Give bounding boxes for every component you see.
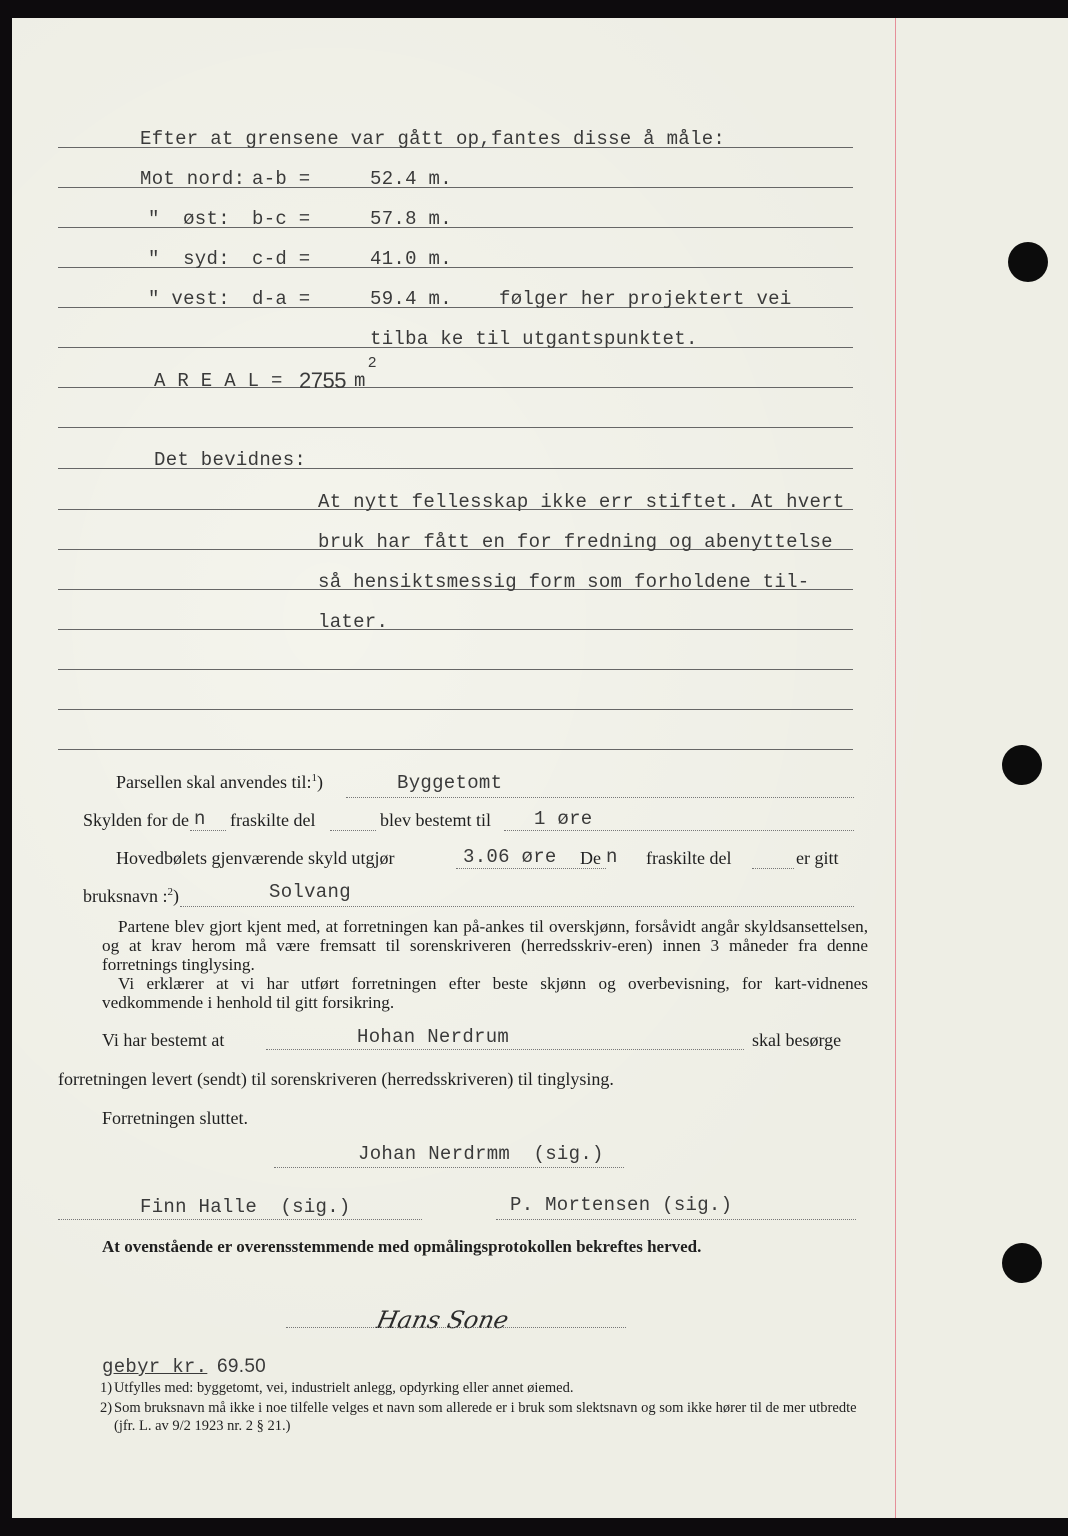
attest-line: bruk har fått en for fredning og abenyttelse — [318, 531, 833, 553]
area-label: A R E A L = — [154, 370, 283, 392]
measurement-direction: " vest: — [148, 288, 230, 310]
skyld-n-field-line — [190, 830, 226, 831]
signature-left-line — [58, 1219, 422, 1220]
bruksnavn-value: Solvang — [269, 881, 351, 903]
hoved-value: 3.06 øre — [463, 846, 557, 868]
handwritten-signature-line — [286, 1327, 626, 1328]
signature-main-line — [274, 1167, 624, 1168]
punch-hole-icon — [1002, 745, 1042, 785]
hoved-de: De — [580, 848, 601, 868]
hoved-fraskilte: fraskilte del — [646, 848, 732, 868]
measurement-length: 59.4 m. — [370, 288, 452, 310]
skyld-label-a: Skylden for de — [83, 810, 189, 830]
punch-hole-icon — [1008, 242, 1048, 282]
levert-text: forretningen levert (sendt) til sorenskriveren (herredsskriveren) til tinglysing. — [58, 1069, 614, 1089]
confirmation-text: At ovenstående er overensstemmende med opmålingsprotokollen bekreftes herved. — [102, 1237, 702, 1256]
hoved-n: n — [606, 846, 618, 868]
measurement-length: 52.4 m. — [370, 168, 452, 190]
footnote — [100, 1399, 874, 1435]
bestemt-field-line — [266, 1049, 744, 1050]
signature-right: P. Mortensen (sig.) — [510, 1194, 733, 1216]
fee-value: 69.50 — [217, 1356, 267, 1377]
survey-intro: Efter at grensene var gått op,fantes disse å måle: — [140, 128, 726, 150]
area-exponent: 2 — [368, 354, 377, 371]
bestemt-suffix: skal besørge — [752, 1030, 842, 1050]
measurement-segment: d-a = — [252, 288, 311, 310]
footnote-ref: 2) — [100, 1400, 113, 1416]
measurement-segment: a-b = — [252, 168, 311, 190]
measurement-direction: " øst: — [148, 208, 230, 230]
measurement-direction: " syd: — [148, 248, 230, 270]
attest-heading: Det bevidnes: — [154, 449, 307, 471]
skyld-value: 1 øre — [534, 808, 593, 830]
document-page — [12, 18, 1068, 1518]
skyld-label-c: blev bestemt til — [380, 810, 491, 830]
hoved-label: Hovedbølets gjenværende skyld utgjør — [116, 848, 395, 868]
hoved-del-field-line — [752, 868, 794, 869]
skyld-fill-n: n — [194, 808, 206, 830]
ruled-line — [58, 629, 853, 630]
bestemt-label: Vi har bestemt at — [102, 1030, 225, 1050]
use-field-line — [346, 797, 854, 798]
hoved-er-gitt: er gitt — [796, 848, 839, 868]
punch-hole-icon — [1002, 1243, 1042, 1283]
measurement-length: 57.8 m. — [370, 208, 452, 230]
area-unit: m — [354, 370, 366, 392]
skyld-del-field-line — [330, 830, 376, 831]
ruled-line — [58, 749, 853, 750]
footnote-text: Utfylles med: byggetomt, vei, industrielt anlegg, opdyrking eller annet øiemed. — [114, 1380, 574, 1396]
ruled-line — [58, 669, 853, 670]
legal-paragraphs — [102, 917, 868, 1012]
skyld-field-line — [504, 830, 854, 831]
measurement-direction: Mot nord: — [140, 168, 246, 190]
footnote-ref: 1) — [100, 1380, 113, 1396]
measurement-length: 41.0 m. — [370, 248, 452, 270]
skyld-label-b: fraskilte del — [230, 810, 316, 830]
bestemt-value: Hohan Nerdrum — [357, 1026, 510, 1048]
attest-line: At nytt fellesskap ikke err stiftet. At hvert — [318, 491, 845, 513]
declaration-paragraph: Vi erklærer at vi har utført forretningen efter beste skjønn og overbevisning, for kart-vidnenes vedkommende i henhold til gitt forsikring. — [102, 974, 868, 1012]
bruksnavn-label: bruksnavn :$^2$) — [83, 886, 179, 906]
ruled-line — [58, 709, 853, 710]
signature-right-line — [496, 1219, 856, 1220]
ruled-line — [58, 427, 853, 428]
bruksnavn-field-line — [180, 906, 854, 907]
survey-continuation: tilba ke til utgantspunktet. — [370, 328, 698, 350]
use-label: Parsellen skal anvendes til:$^1$) — [116, 772, 323, 792]
signature-main: Johan Nerdrmm (sig.) — [358, 1143, 604, 1165]
appeal-paragraph: Partene blev gjort kjent med, at forretningen kan på-ankes til overskjønn, forsåvidt angår skyldsansettelsen, og at krav herom må være fremsatt til sorenskriveren (herredsskriv-eren) innen 3 måneder fra denne forretnings tinglysing. — [102, 917, 868, 974]
measurement-segment: c-d = — [252, 248, 311, 270]
area-value: 2755 — [299, 368, 346, 393]
footnote-text: Som bruksnavn må ikke i noe tilfelle velges et navn som allerede er i bruk som slektsnavn og som ikke hører til de mer utbredte (jfr. L. av 9/2 1923 nr. 2 § 21.) — [114, 1400, 857, 1434]
use-value: Byggetomt — [397, 772, 503, 794]
handwritten-signature: Hans Sone — [374, 1306, 512, 1334]
signature-left: Finn Halle (sig.) — [140, 1196, 351, 1218]
measurement-segment: b-c = — [252, 208, 311, 230]
red-margin-line — [895, 18, 896, 1518]
fee-label: gebyr kr. — [102, 1356, 208, 1378]
attest-line: later. — [318, 611, 389, 633]
sluttet-text: Forretningen sluttet. — [102, 1108, 248, 1128]
measurement-note: følger her projektert vei — [499, 288, 792, 310]
footnote — [100, 1379, 874, 1397]
attest-line: så hensiktsmessig form som forholdene til- — [318, 571, 810, 593]
